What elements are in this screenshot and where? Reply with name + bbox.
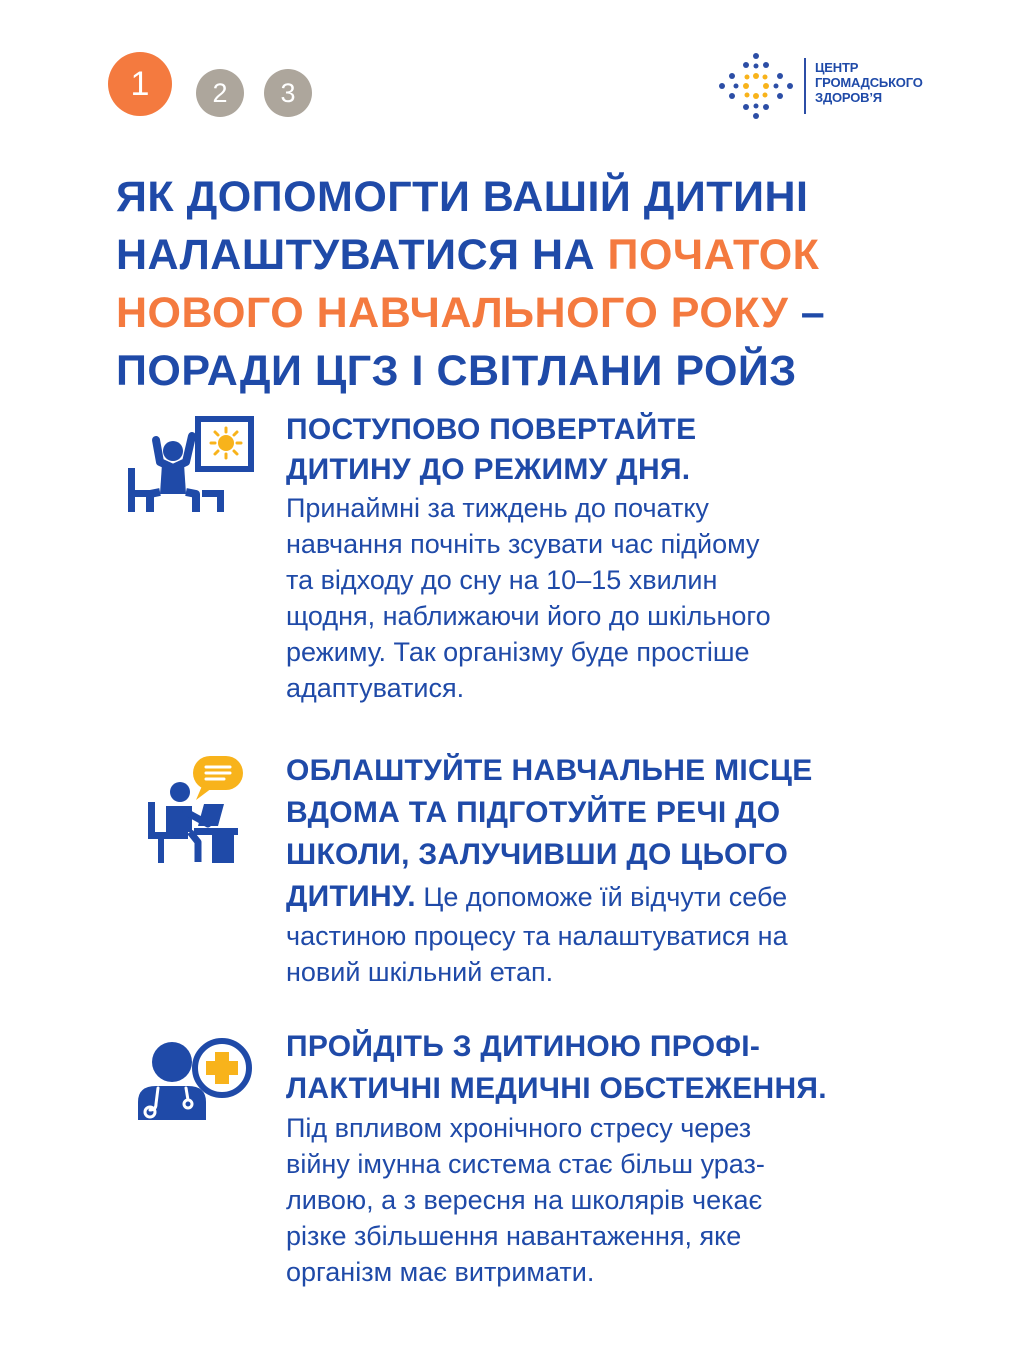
tip-2-body: [286, 876, 926, 990]
tip-2-title: [286, 750, 926, 876]
tip-2-title-line-2: ВДОМА ТА ПІДГОТУЙТЕ РЕЧІ ДО: [286, 796, 781, 829]
tip-3-body-line: ливою, а з вересня на школярів чекає: [286, 1185, 763, 1215]
tip-1: [286, 410, 926, 706]
page-3-indicator[interactable]: 3: [264, 69, 312, 117]
tip-2-body-line: частиною процесу та налаштуватися на: [286, 921, 788, 951]
tip-3-body-line: Під впливом хронічного стресу через: [286, 1113, 752, 1143]
tip-1-body: [286, 490, 926, 706]
tip-3-body-line: організм має витримати.: [286, 1257, 595, 1287]
tip-3: [286, 1026, 926, 1290]
tip-1-body-line: адаптуватися.: [286, 673, 465, 703]
tip-3-body-line: різке збільшення навантаження, яке: [286, 1221, 742, 1251]
tip-3-title: [286, 1026, 926, 1110]
logo-divider: [804, 58, 806, 114]
title-line-2: [116, 226, 976, 284]
tip-3-title-line-1: ПРОЙДІТЬ З ДИТИНОЮ ПРОФІ-: [286, 1030, 761, 1063]
tip-2-mixed-line: [286, 876, 926, 918]
logo-line-3: ЗДОРОВ’Я: [815, 90, 882, 105]
logo-mark-icon: [716, 52, 796, 120]
title-line-3-end: –: [788, 289, 826, 337]
title-line-2-accent: ПОЧАТОК: [607, 231, 820, 279]
tip-1-body-line: щодня, наближаючи його до шкільного: [286, 601, 771, 631]
tip-3-title-line-2: ЛАКТИЧНІ МЕДИЧНІ ОБСТЕЖЕННЯ.: [286, 1072, 827, 1105]
tip-1-body-line: режиму. Так організму буде простіше: [286, 637, 750, 667]
title-line-4: ПОРАДИ ЦГЗ І СВІТЛАНИ РОЙЗ: [116, 347, 797, 395]
tip-2-title-last: ДИТИНУ.: [286, 880, 416, 913]
doctor-medical-icon: [134, 1032, 259, 1127]
child-schedule-icon: [122, 414, 257, 519]
tip-2-title-line-1: ОБЛАШТУЙТЕ НАВЧАЛЬНЕ МІСЦЕ: [286, 754, 813, 787]
title-line-3: [116, 284, 976, 342]
tip-2: [286, 750, 926, 990]
tip-1-title-line-2: ДИТИНУ ДО РЕЖИМУ ДНЯ.: [286, 453, 691, 486]
tip-1-body-line: навчання почніть зсувати час підйому: [286, 529, 760, 559]
tip-3-body: [286, 1110, 926, 1290]
page-2-indicator[interactable]: 2: [196, 69, 244, 117]
study-desk-icon: [146, 752, 246, 867]
page-1-indicator[interactable]: 1: [108, 52, 172, 116]
tip-3-body-line: війну імунна система стає більш ураз-: [286, 1149, 765, 1179]
page-title: [116, 168, 976, 400]
public-health-center-logo: [716, 52, 936, 120]
title-line-2-start: НАЛАШТУВАТИСЯ НА: [116, 231, 608, 279]
pagination: [108, 52, 318, 122]
tip-1-body-line: та відходу до сну на 10–15 хвилин: [286, 565, 718, 595]
tip-1-title: [286, 410, 926, 490]
tip-2-title-line-3: ШКОЛИ, ЗАЛУЧИВШИ ДО ЦЬОГО: [286, 838, 789, 871]
logo-text: [815, 60, 923, 105]
tip-2-body-first: Це допоможе їй відчути себе: [415, 882, 788, 912]
tip-2-body-line: новий шкільний етап.: [286, 957, 554, 987]
tip-1-title-line-1: ПОСТУПОВО ПОВЕРТАЙТЕ: [286, 413, 697, 446]
title-line-1: ЯК ДОПОМОГТИ ВАШІЙ ДИТИНІ: [116, 173, 809, 221]
title-line-3-accent: НОВОГО НАВЧАЛЬНОГО РОКУ: [116, 289, 789, 337]
logo-line-2: ГРОМАДСЬКОГО: [815, 75, 923, 90]
logo-line-1: ЦЕНТР: [815, 60, 859, 75]
tip-1-body-line: Принаймні за тиждень до початку: [286, 493, 709, 523]
